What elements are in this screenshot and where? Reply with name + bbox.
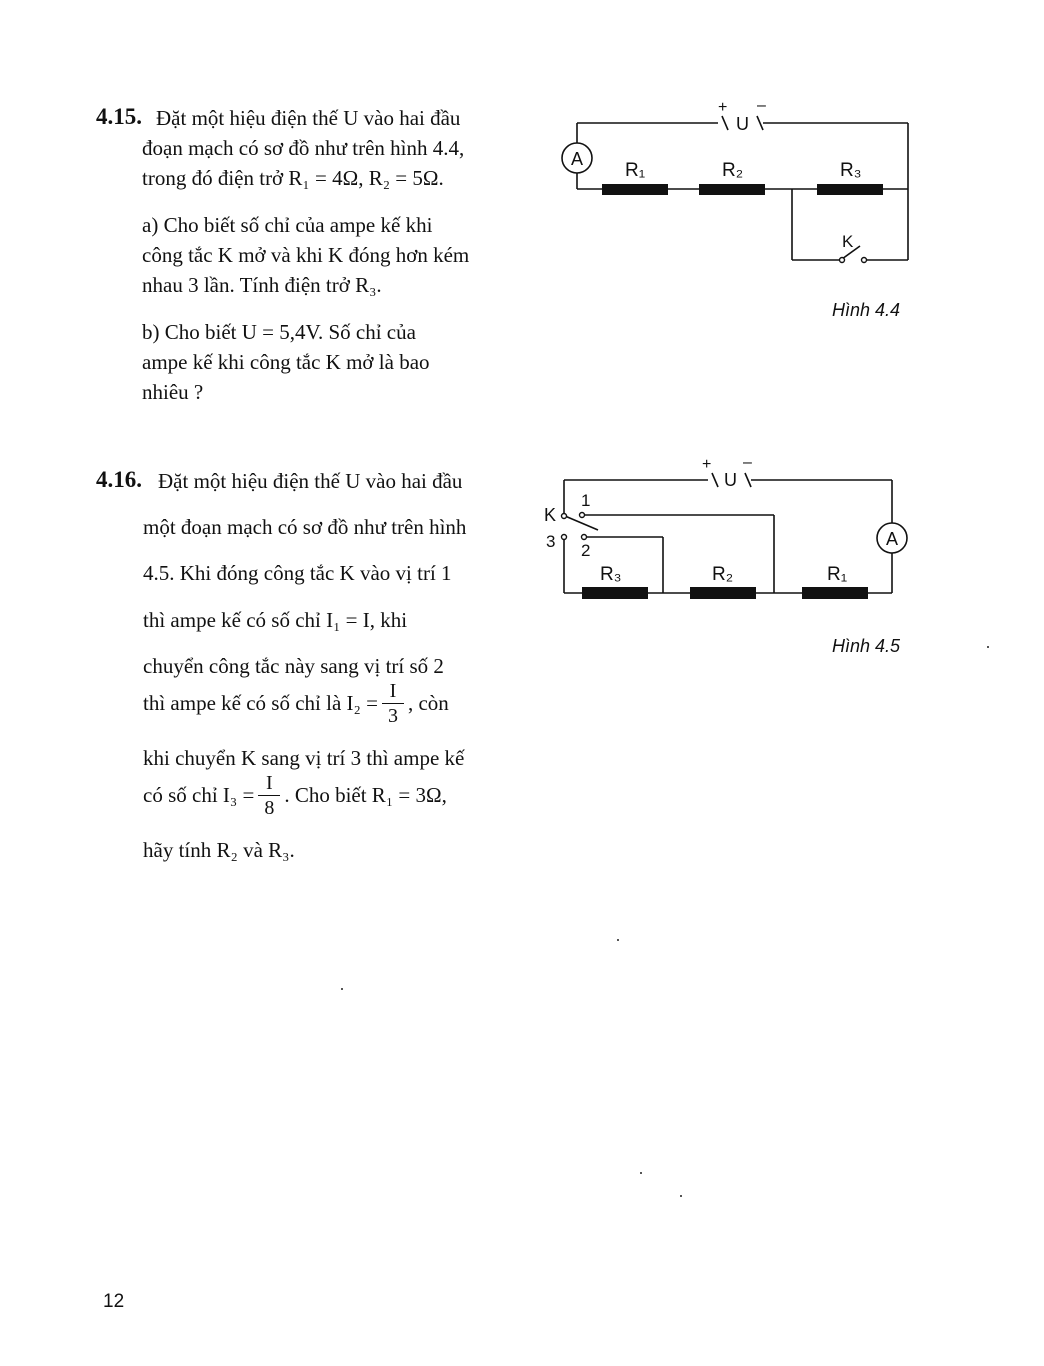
scan-speck xyxy=(987,646,989,648)
resistor-r1 xyxy=(602,184,668,195)
r2-label: R₂ xyxy=(722,160,744,181)
problem-4-15-intro-line-1: Đặt một hiệu điện thế U vào hai đầu xyxy=(156,106,461,130)
scan-speck xyxy=(617,939,619,941)
line-6-text-before: thì ampe kế có số chỉ là I₂ = xyxy=(143,691,378,715)
r3-label: R₃ xyxy=(600,564,622,585)
problem-number-4-15: 4.15. xyxy=(96,104,142,129)
problem-4-16-line-8 xyxy=(143,772,447,819)
battery-plate-negative xyxy=(757,116,763,130)
fraction-i-over-3 xyxy=(382,680,404,727)
problem-4-15-intro-line-2: đoạn mạch có sơ đồ như trên hình 4.4, xyxy=(142,136,465,160)
position-1-label: 1 xyxy=(581,491,591,510)
scan-speck xyxy=(680,1195,682,1197)
fraction-1-bar xyxy=(382,703,404,704)
switch-contact-right xyxy=(862,258,867,263)
scan-speck xyxy=(640,1172,642,1174)
resistor-r1 xyxy=(802,587,868,599)
source-u-label: U xyxy=(736,114,749,134)
battery-minus-label: – xyxy=(743,455,752,471)
problem-4-16-line-1: Đặt một hiệu điện thế U vào hai đầu xyxy=(158,469,463,493)
source-u-label: U xyxy=(724,470,737,490)
problem-4-15-part-b-line-1: b) Cho biết U = 5,4V. Số chỉ của xyxy=(142,320,416,344)
switch-pivot xyxy=(562,514,567,519)
battery-plus-label: + xyxy=(718,99,728,116)
fraction-2-denominator: 8 xyxy=(264,797,275,819)
problem-4-16-line-2: một đoạn mạch có sơ đồ như trên hình xyxy=(143,515,467,539)
r1-label: R₁ xyxy=(625,160,646,181)
switch-contact-left xyxy=(840,258,845,263)
line-6-text-after: , còn xyxy=(407,691,449,715)
problem-number-4-16: 4.16. xyxy=(96,467,142,492)
line-8-text-before: có số chỉ I₃ = xyxy=(143,783,255,807)
problem-4-16-line-5: chuyển công tắc này sang vị trí số 2 xyxy=(143,654,444,678)
battery-minus-label: – xyxy=(757,97,766,114)
switch-contact-2 xyxy=(582,535,587,540)
problem-4-15-intro-line-3: trong đó điện trở R₁ = 4Ω, R₂ = 5Ω. xyxy=(142,166,444,190)
battery-plate-negative xyxy=(745,473,751,487)
line-8-text-after: . Cho biết R₁ = 3Ω, xyxy=(284,783,447,807)
problem-4-15-part-a-line-1: a) Cho biết số chỉ của ampe kế khi xyxy=(142,213,433,237)
problem-4-15-part-b-line-3: nhiêu ? xyxy=(142,380,204,404)
fraction-2-bar xyxy=(258,795,280,796)
switch-k-label: K xyxy=(842,232,854,251)
r2-label: R₂ xyxy=(712,564,734,585)
problem-4-15-part-a-line-3: nhau 3 lần. Tính điện trở R₃. xyxy=(142,273,382,297)
problem-4-16-line-4: thì ampe kế có số chỉ I₁ = I, khi xyxy=(143,608,408,632)
figure-4-4-caption: Hình 4.4 xyxy=(832,300,901,320)
fraction-2-numerator: I xyxy=(265,772,273,794)
problem-4-15-part-a-line-2: công tắc K mở và khi K đóng hơn kém xyxy=(142,243,470,267)
resistor-r2 xyxy=(690,587,756,599)
position-3-label: 3 xyxy=(546,532,556,551)
figure-4-4-circuit xyxy=(550,96,920,276)
problem-4-16-line-9: hãy tính R₂ và R₃. xyxy=(143,838,295,862)
r3-label: R₃ xyxy=(840,160,862,181)
r1-label: R₁ xyxy=(827,564,848,585)
fraction-1-denominator: 3 xyxy=(387,705,398,727)
resistor-r3 xyxy=(817,184,883,195)
problem-4-16-line-3: 4.5. Khi đóng công tắc K vào vị trí 1 xyxy=(143,561,452,585)
ammeter-label: A xyxy=(886,529,899,549)
switch-k-label: K xyxy=(544,505,557,525)
switch-contact-3 xyxy=(562,535,567,540)
ammeter-label: A xyxy=(571,149,584,169)
fraction-i-over-8 xyxy=(258,772,280,819)
switch-contact-1 xyxy=(580,513,585,518)
problem-4-16-line-7: khi chuyển K sang vị trí 3 thì ampe kế xyxy=(143,746,465,770)
problem-4-15-part-b-line-2: ampe kế khi công tắc K mở là bao xyxy=(142,350,430,374)
position-2-label: 2 xyxy=(581,541,591,560)
figure-4-5-caption: Hình 4.5 xyxy=(832,636,901,656)
problem-4-16-line-6 xyxy=(143,680,449,727)
resistor-r2 xyxy=(699,184,765,195)
battery-plate-positive xyxy=(722,116,728,130)
resistor-r3 xyxy=(582,587,648,599)
page-number: 12 xyxy=(103,1291,125,1312)
scan-speck xyxy=(341,988,343,990)
figure-4-5-circuit xyxy=(540,455,920,605)
battery-plate-positive xyxy=(712,473,718,487)
battery-plus-label: + xyxy=(702,456,712,473)
fraction-1-numerator: I xyxy=(389,680,397,702)
